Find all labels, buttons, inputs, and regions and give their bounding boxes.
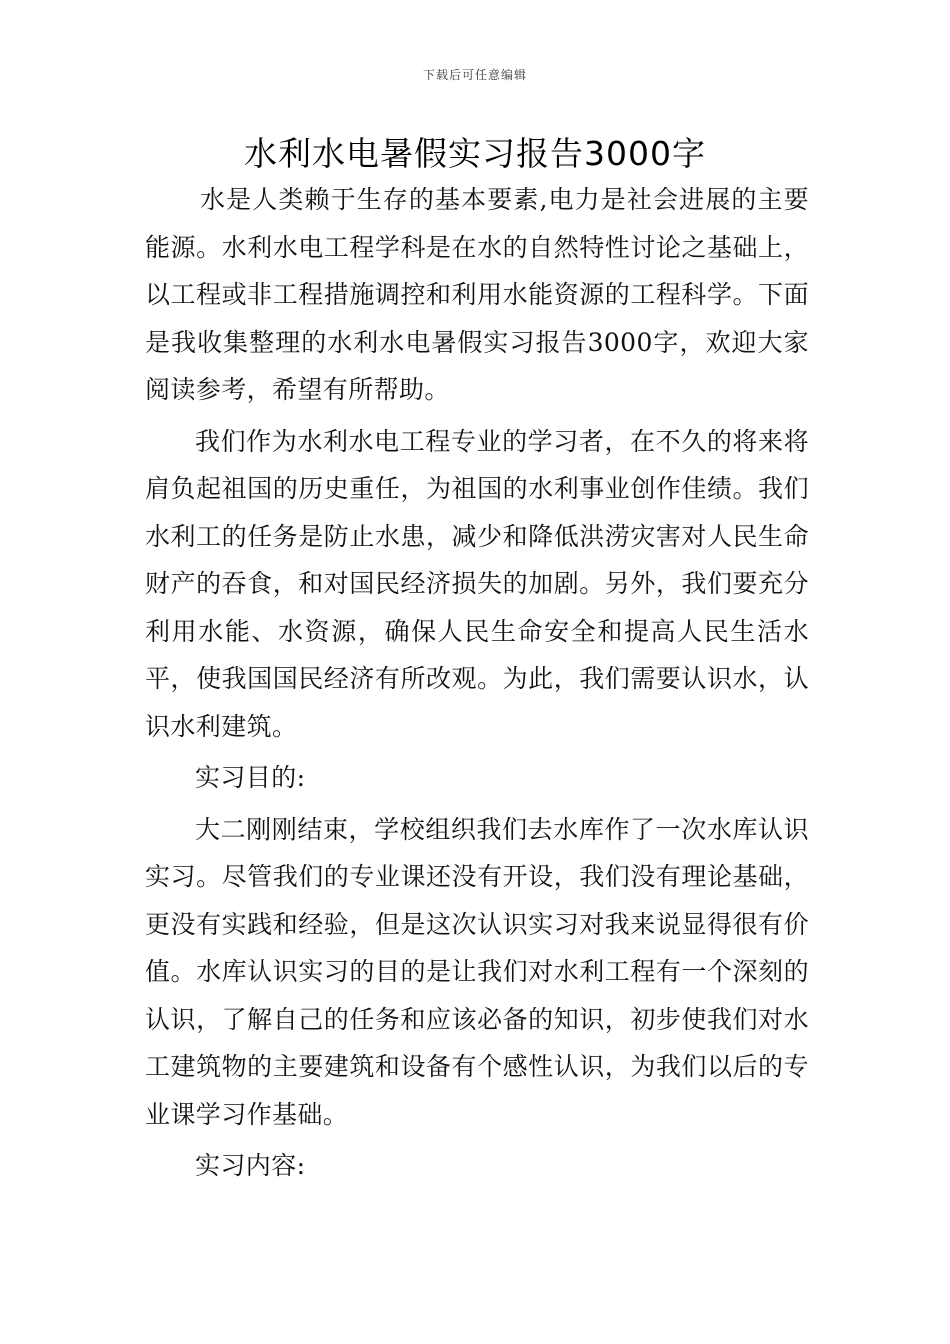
header-note: 下载后可任意编辑 [422,68,527,82]
body-paragraph: 我们作为水利水电工程专业的学习者，在不久的将来将肩负起祖国的历史重任，为祖国的水利事业创作佳绩。我们水利工的任务是防止水患，减少和降低洪涝灾害对人民生命财产的吞食，和对国民经济损失的加剧。另外，我们要充分利用水能、水资源，确保人民生命安全和提高人民生活水平，使我国国民经济有所改观。为此，我们需要认识水，认识水利建筑。 [145,426,809,741]
section-heading-content: 实习内容: [195,1151,306,1180]
purpose-paragraph: 大二刚刚结束，学校组织我们去水库作了一次水库认识实习。尽管我们的专业课还没有开设，我们没有理论基础，更没有实践和经验，但是这次认识实习对我来说显得很有价值。水库认识实习的目的是让我们对水利工程有一个深刻的认识，了解自己的任务和应该必备的知识，初步使我们对水工建筑物的主要建筑和设备有个感性认识，为我们以后的专业课学习作基础。 [145,814,809,1129]
document-title: 水利水电暑假实习报告3000字 [244,134,706,173]
document-body [145,176,809,1190]
section-heading-purpose: 实习目的: [195,763,306,792]
intro-paragraph: 水是人类赖于生存的基本要素,电力是社会进展的主要能源。水利水电工程学科是在水的自然特性讨论之基础上，以工程或非工程措施调控和利用水能资源的工程科学。下面是我收集整理的水利水电暑假实习报告3000字，欢迎大家阅读参考，希望有所帮助。 [145,185,809,404]
